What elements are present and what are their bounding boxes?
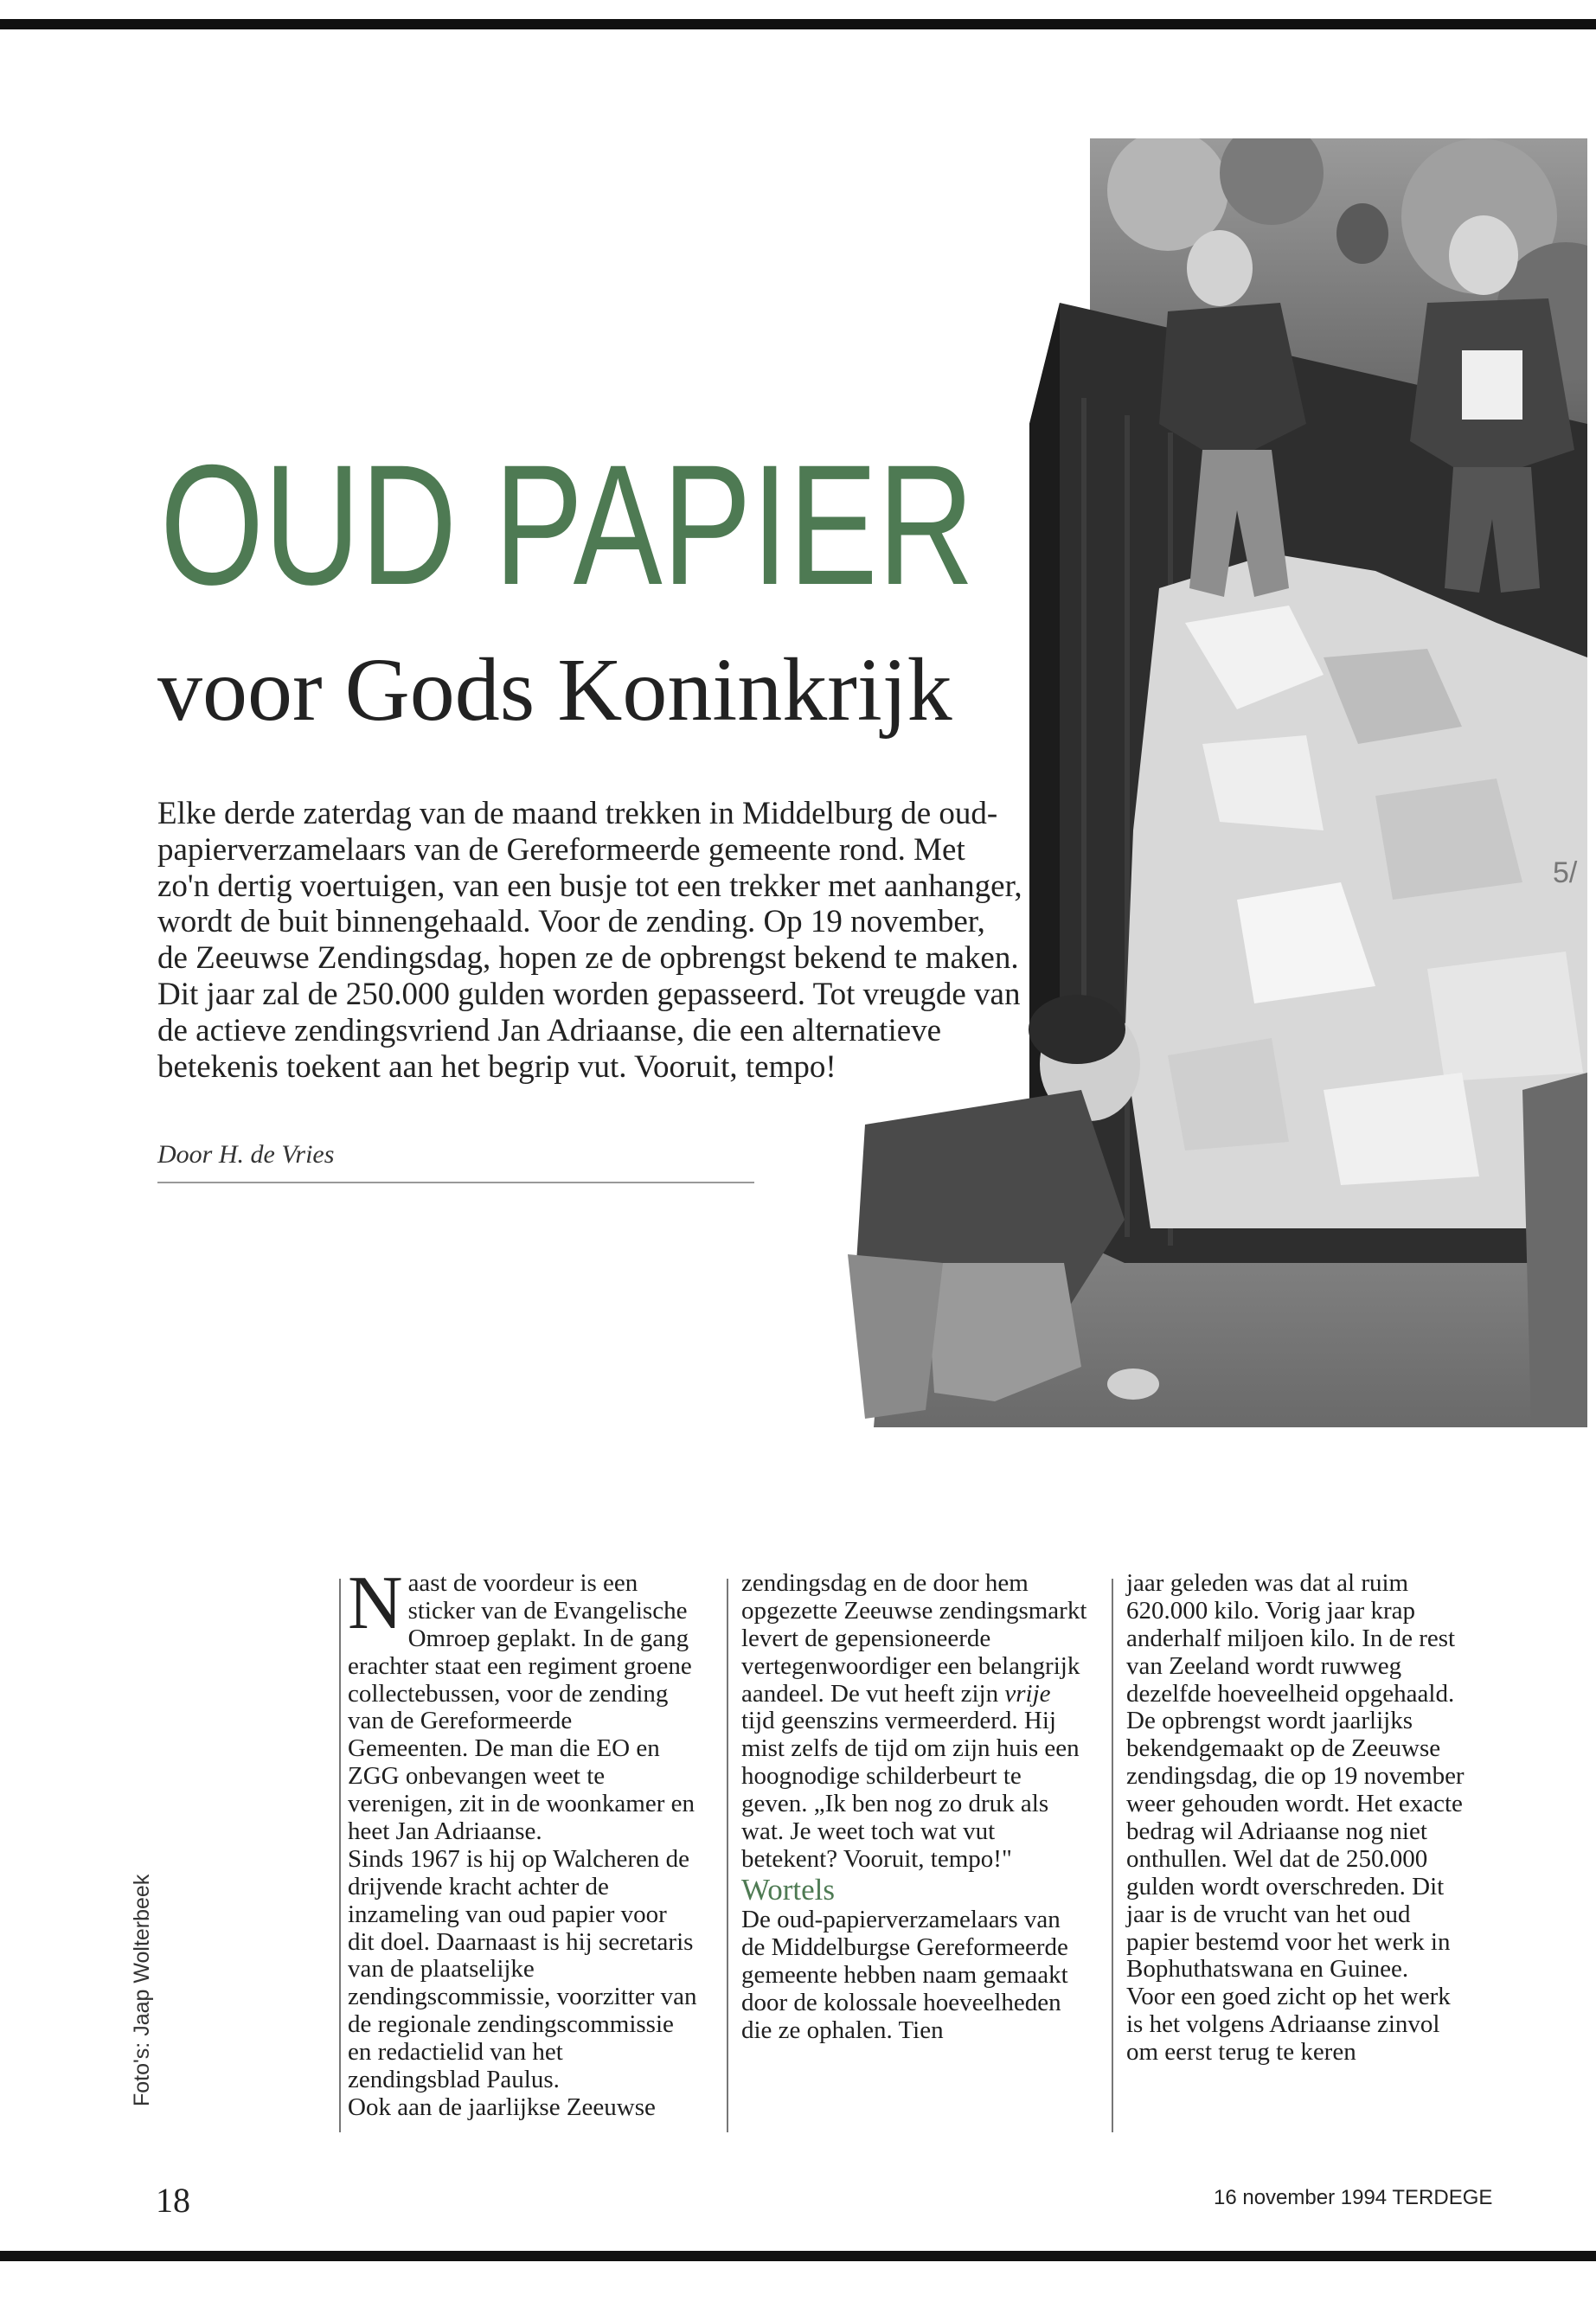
column-1-paragraph-1 bbox=[348, 1561, 698, 1846]
column-1-paragraph-2: Sinds 1967 is hij op Walcheren de drijvende kracht achter de inzameling van oud papier voor dit doel. Daarnaast is hij secretaris van de plaatselijke zendingscommissie, voorzitter van de regionale zendingscommissie en redactielid van het zendingsblad Paulus. bbox=[348, 1844, 697, 2094]
column-2-paragraph-1 bbox=[741, 1570, 1087, 1874]
page-number: 18 bbox=[156, 2181, 190, 2220]
headline: OUD PAPIER bbox=[160, 429, 975, 620]
article-photo bbox=[718, 138, 1587, 1427]
body-column-2 bbox=[741, 1570, 1087, 2045]
byline: Door H. de Vries bbox=[157, 1140, 335, 1169]
top-border bbox=[0, 19, 1596, 29]
byline-divider bbox=[157, 1182, 754, 1183]
column-rule-3 bbox=[1112, 1579, 1113, 2132]
column-rule-2 bbox=[727, 1579, 728, 2132]
column-2-text-1b: vrije bbox=[1004, 1679, 1051, 1708]
subtitle: voor Gods Koninkrijk bbox=[157, 640, 952, 740]
column-1-text-1: aast de voordeur is een sticker van de Evangelische Omroep geplakt. In de gang erachter staat een regiment groene collectebussen, voor de zending van de Gereformeerde Gemeenten. De man die EO en ZGG onbevangen weet te verenigen, zit in de woonkamer en heet Jan Adriaanse. bbox=[348, 1569, 695, 1846]
body-column-1 bbox=[348, 1561, 698, 2122]
issue-footer: 16 november 1994 TERDEGE bbox=[1214, 2186, 1493, 2209]
intro-paragraph: Elke derde zaterdag van de maand trekken in Middelburg de oud-papierverzamelaars van de Gereformeerde gemeente rond. Met zo'n dertig voertuigen, van een busje tot een trekker met aanhanger, wordt de buit binnengehaald. Voor de zending. Op 19 november, de Zeeuwse Zendingsdag, hopen ze de opbrengst bekend te maken. Dit jaar zal de 250.000 gulden worden gepasseerd. Tot vreugde van de actieve zendingsvriend Jan Adriaanse, die een alternatieve betekenis toekent aan het begrip vut. Vooruit, tempo! bbox=[157, 796, 1022, 1085]
column-3-paragraph-1: jaar geleden was dat al ruim 620.000 kilo. Vorig jaar krap anderhalf miljoen kilo. In de rest van Zeeland wordt ruwweg dezelfde hoeveelheid opgehaald. bbox=[1126, 1569, 1456, 1708]
column-3-paragraph-2: De opbrengst wordt jaarlijks bekendgemaakt op de Zeeuwse zendingsdag, die op 19 november weer gehouden wordt. Het exacte bedrag wil Adriaanse nog niet onthullen. Wel dat de 250.000 gulden wordt overschreden. Dit jaar is de vrucht van het oud papier bestemd voor het werk in Bophuthatswana en Guinee. bbox=[1126, 1707, 1465, 1984]
drop-cap: N bbox=[348, 1561, 403, 1645]
section-subhead: Wortels bbox=[741, 1872, 835, 1907]
column-2-paragraph-2: De oud-papierverzamelaars van de Middelburgse Gereformeerde gemeente hebben naam gemaakt door de kolossale hoeveelheden die ze ophalen. Tien bbox=[741, 1906, 1068, 2044]
bottom-border bbox=[0, 2251, 1596, 2261]
column-3-paragraph-3: Voor een goed zicht op het werk is het volgens Adriaanse zinvol om eerst terug te keren bbox=[1126, 1983, 1451, 2067]
column-1-paragraph-3: Ook aan de jaarlijkse Zeeuwse bbox=[348, 2093, 656, 2121]
column-2-text-1a: zendingsdag en de door hem opgezette Zeeuwse zendingsmarkt levert de gepensioneerde vertegenwoordiger een belangrijk aandeel. De vut heeft zijn bbox=[741, 1569, 1087, 1708]
photo-illustration bbox=[718, 138, 1587, 1427]
column-rule-1 bbox=[339, 1579, 341, 2132]
photo-credit: Foto's: Jaap Wolterbeek bbox=[130, 1874, 154, 2106]
body-column-3 bbox=[1126, 1570, 1472, 2067]
container-print: 5/ bbox=[1553, 856, 1578, 889]
column-2-text-1c: tijd geenszins vermeerderd. Hij mist zelfs de tijd om zijn huis een hoognodige schilderbeurt te geven. „Ik ben nog zo druk als wat. Je weet toch wat vut betekent? Vooruit, tempo!" bbox=[741, 1707, 1080, 1873]
